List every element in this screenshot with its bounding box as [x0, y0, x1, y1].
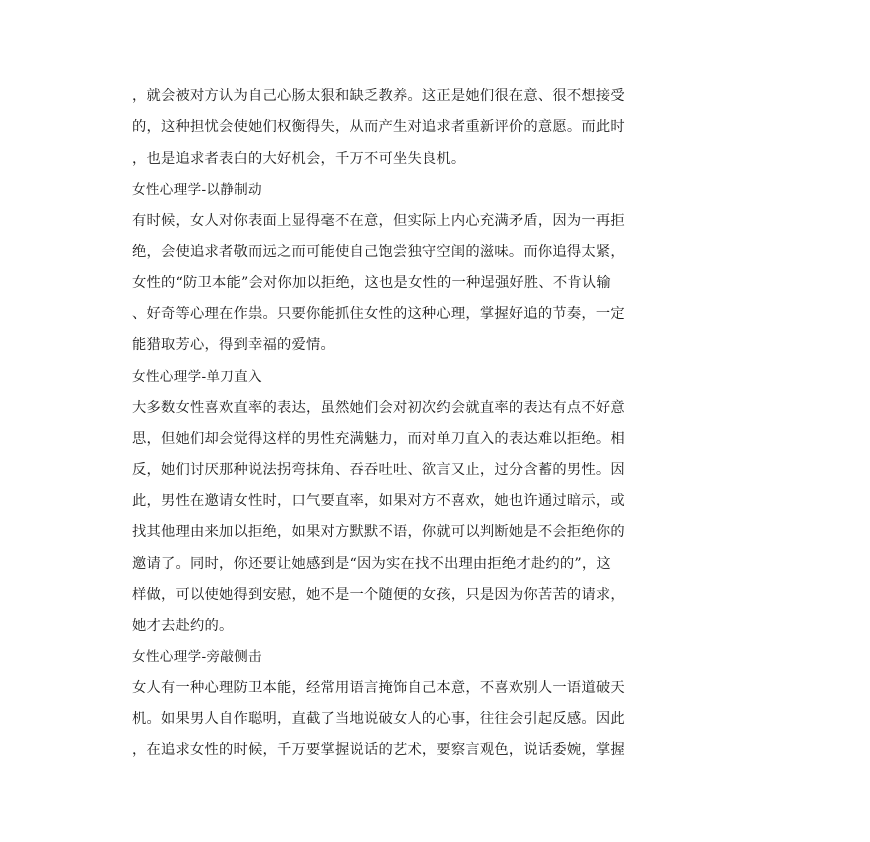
- paragraph-line: 有时候，女人对你表面上显得毫不在意，但实际上内心充满矛盾，因为一再拒: [132, 213, 625, 229]
- paragraph-line: ，就会被对方认为自己心肠太狠和缺乏教养。这正是她们很在意、很不想接受: [132, 88, 625, 104]
- paragraph-line: 的，这种担忧会使她们权衡得失，从而产生对追求者重新评价的意愿。而此时: [132, 119, 625, 135]
- paragraph-line: 找其他理由来加以拒绝，如果对方默默不语，你就可以判断她是不会拒绝你的: [132, 524, 625, 540]
- paragraph-line: ，也是追求者表白的大好机会，千万不可坐失良机。: [132, 151, 466, 167]
- paragraph-line: 能猎取芳心，得到幸福的爱情。: [132, 337, 335, 353]
- paragraph-line: 女性的“防卫本能”会对你加以拒绝，这也是女性的一种逞强好胜、不肯认输: [132, 275, 611, 291]
- paragraph-line: 反，她们讨厌那种说法拐弯抹角、吞吞吐吐、欲言又止，过分含蓄的男性。因: [132, 462, 625, 478]
- paragraph-line: 机。如果男人自作聪明，直截了当地说破女人的心事，往往会引起反感。因此: [132, 711, 625, 727]
- paragraph-line: 女人有一种心理防卫本能，经常用语言掩饰自己本意，不喜欢别人一语道破天: [132, 680, 625, 696]
- paragraph-line: 思，但她们却会觉得这样的男性充满魅力，而对单刀直入的表达难以拒绝。相: [132, 431, 625, 447]
- paragraph-line: 此，男性在邀请女性时，口气要直率，如果对方不喜欢，她也许通过暗示，或: [132, 493, 625, 509]
- paragraph-line: 样做，可以使她得到安慰，她不是一个随便的女孩，只是因为你苦苦的请求，: [132, 587, 625, 603]
- paragraph-line: 她才去赴约的。: [132, 618, 234, 634]
- section-heading: 女性心理学-以静制动: [132, 182, 262, 198]
- paragraph-line: 、好奇等心理在作祟。只要你能抓住女性的这种心理，掌握好追的节奏，一定: [132, 306, 625, 322]
- paragraph-line: 绝，会使追求者敬而远之而可能使自己饱尝独守空闺的滋味。而你追得太紧，: [132, 244, 625, 260]
- section-heading: 女性心理学-旁敲侧击: [132, 649, 262, 665]
- paragraph-line: ，在追求女性的时候，千万要掌握说话的艺术，要察言观色，说话委婉，掌握: [132, 742, 625, 758]
- paragraph-line: 邀请了。同时，你还要让她感到是“因为实在找不出理由拒绝才赴约的”，这: [132, 556, 611, 572]
- section-heading: 女性心理学-单刀直入: [132, 369, 262, 385]
- paragraph-line: 大多数女性喜欢直率的表达，虽然她们会对初次约会就直率的表达有点不好意: [132, 400, 625, 416]
